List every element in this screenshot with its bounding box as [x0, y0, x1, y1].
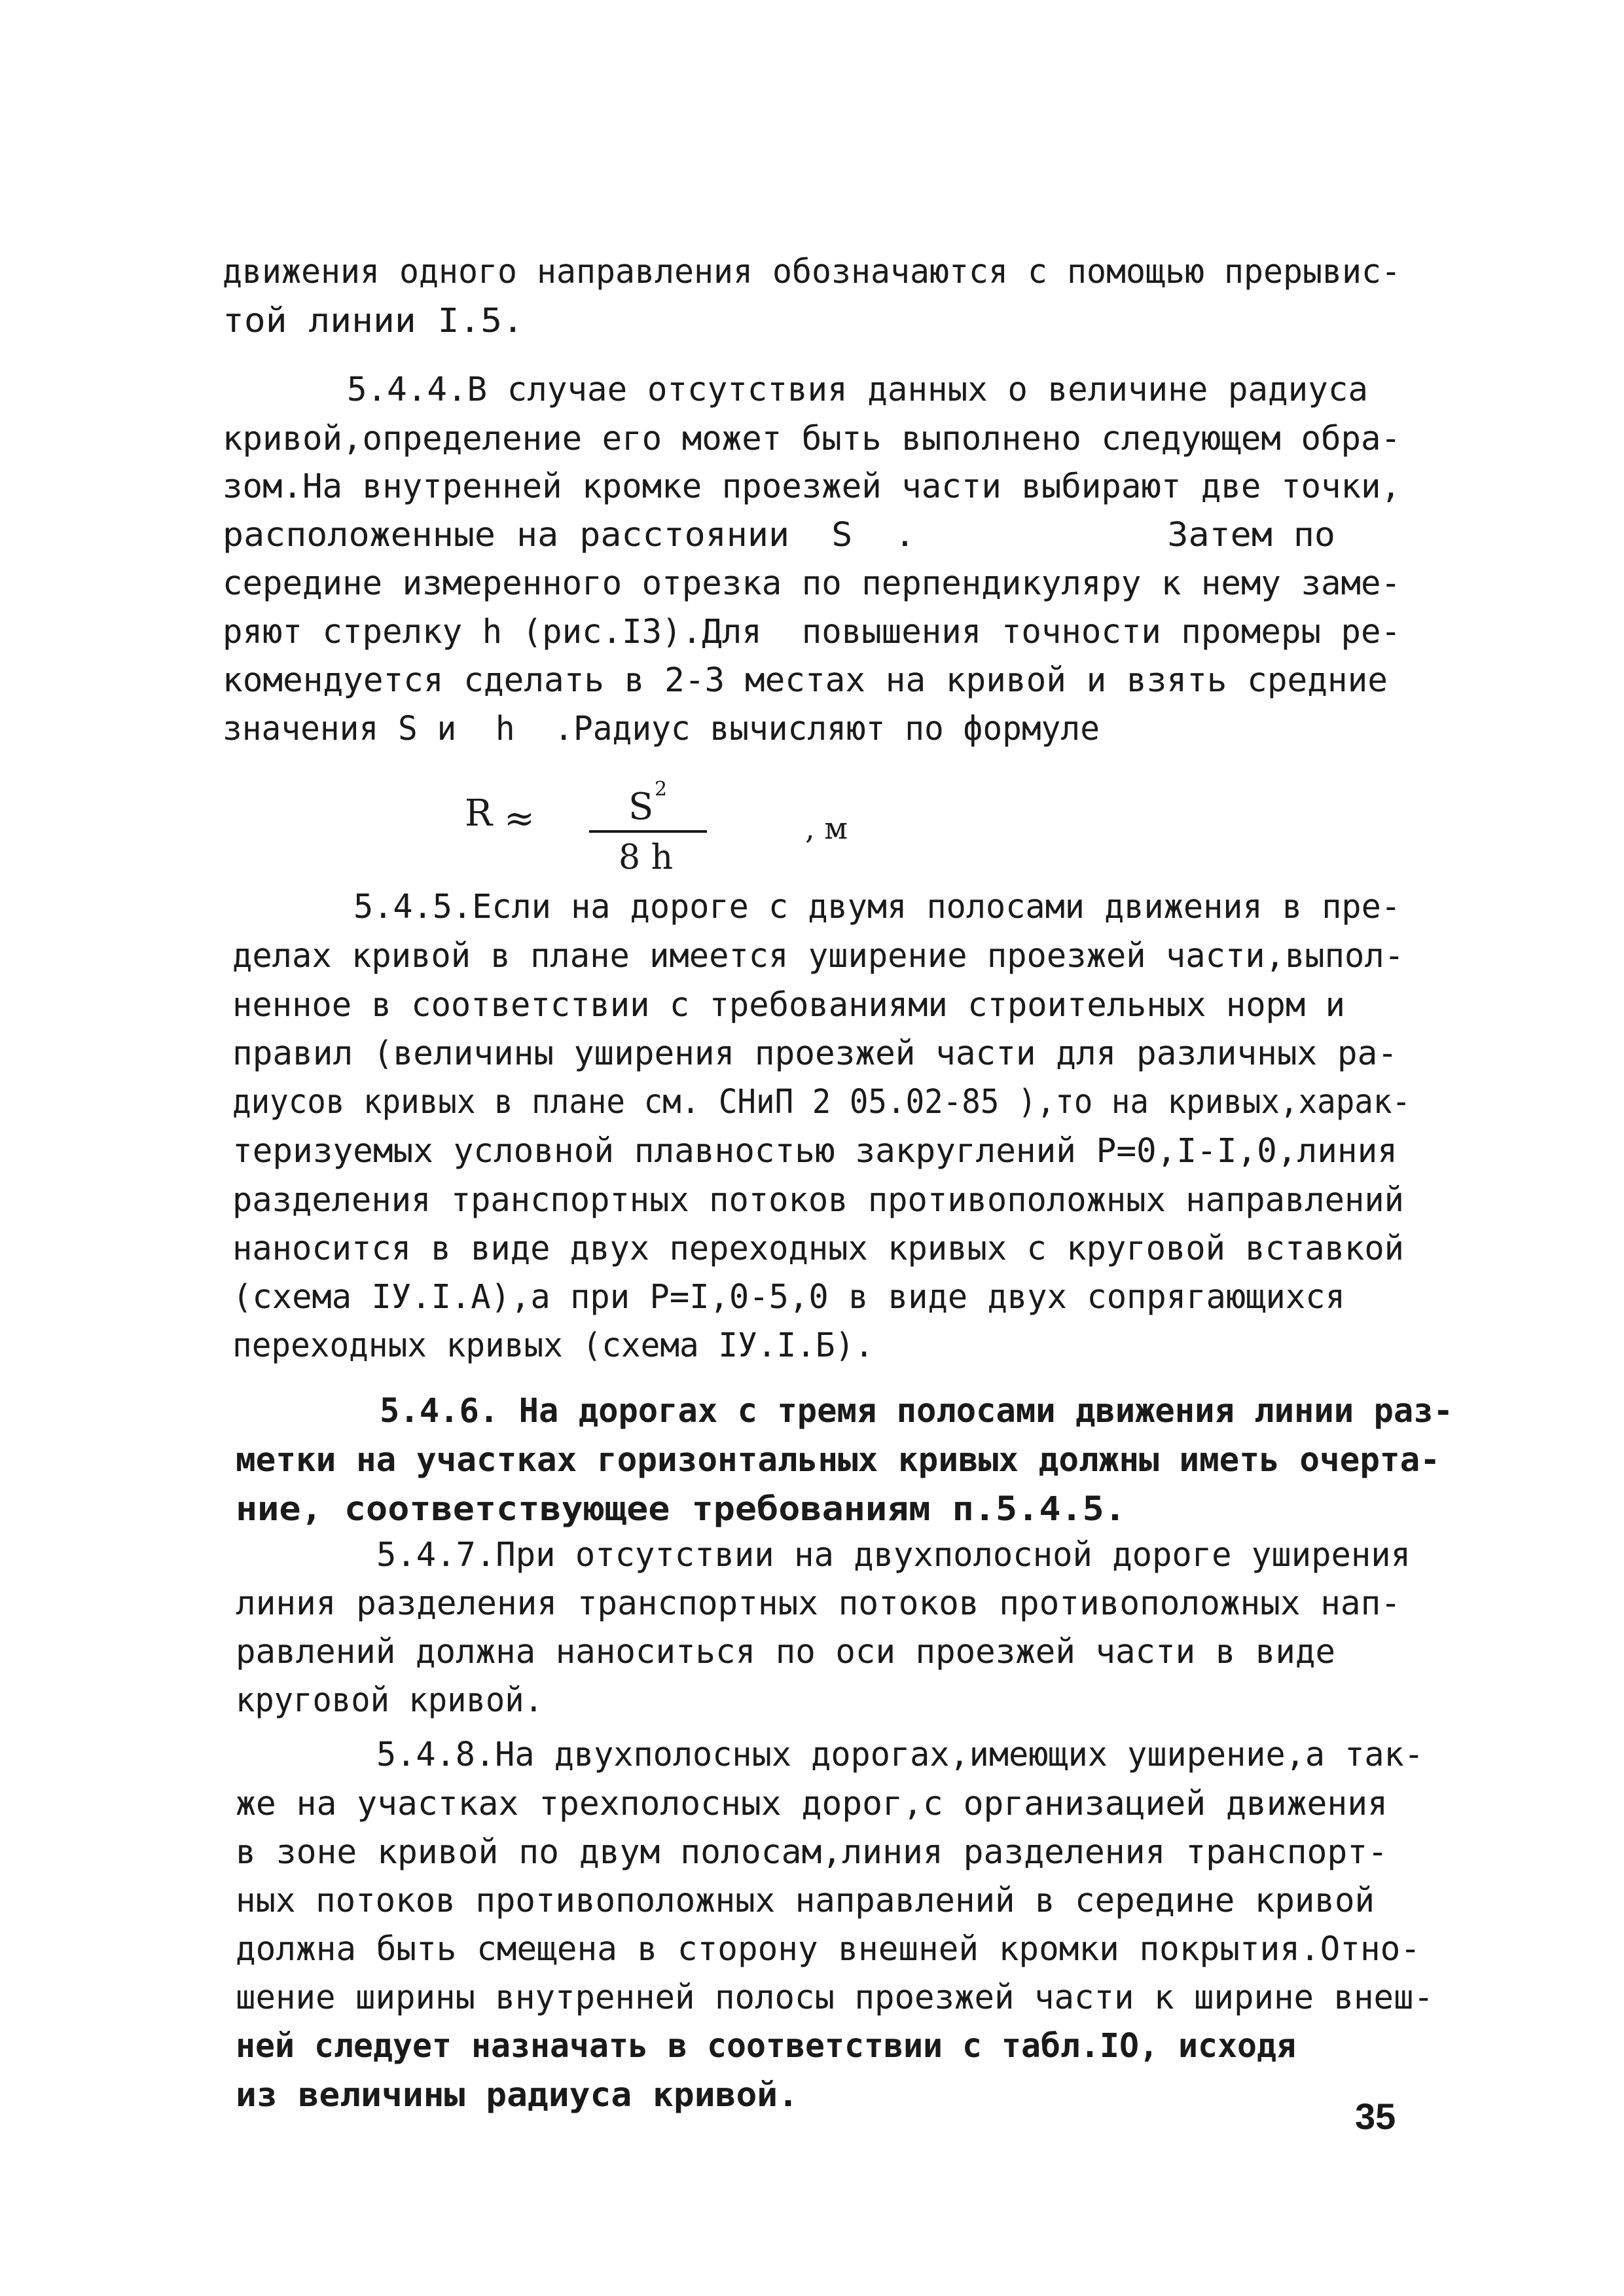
text-line: той линии I.5. — [223, 302, 524, 340]
page-number: 35 — [1355, 2096, 1396, 2137]
text-line: движения одного направления обозначаются с помощью прерывис- — [223, 253, 1401, 291]
formula-approx: ≈ — [504, 797, 535, 840]
text-line: ние, соответствующее требованиям п.5.4.5. — [236, 1490, 1127, 1529]
fraction-bar — [589, 830, 707, 833]
text-line: линия разделения транспортных потоков противоположных нап- — [236, 1584, 1401, 1623]
formula-unit: , м — [805, 811, 848, 846]
text-line: в зоне кривой по двум полосам,линия разделения транспорт- — [236, 1833, 1388, 1872]
text-line: переходных кривых (схема IУ.I.Б). — [232, 1326, 874, 1365]
text-line: комендуется сделать в 2-3 местах на кривой и взять средние — [223, 661, 1388, 700]
text-line: ряют стрелку h (рис.I3).Для повышения точности промеры ре- — [223, 613, 1401, 651]
text-line: 5.4.4.В случае отсутствия данных о величине радиуса — [347, 371, 1368, 409]
text-line: метки на участках горизонтальных кривых должны иметь очерта- — [236, 1441, 1440, 1480]
text-line: теризуемых условной плавностью закруглений Р=0,I-I,0,линия — [232, 1132, 1398, 1171]
formula-lhs: R — [465, 792, 493, 835]
text-line: середине измеренного отрезка по перпендикуляру к нему заме- — [223, 564, 1401, 603]
text-line: ней следует назначать в соответствии с табл.IO, исходя — [236, 2027, 1296, 2066]
text-line: 5.4.5.Если на дороге с двумя полосами движения в пре- — [353, 888, 1401, 926]
text-line: равлений должна наноситься по оси проезжей части в виде — [236, 1633, 1335, 1671]
text-line: шение ширины внутренней полосы проезжей части к ширине внеш- — [236, 1978, 1434, 2017]
text-line: делах кривой в плане имеется уширение проезжей части,выпол- — [232, 937, 1404, 975]
text-line: 5.4.7.При отсутствии на двухполосной дороге уширения — [376, 1536, 1411, 1575]
text-line: диусов кривых в плане см. СНиП 2 05.02-85 ),то на кривых,харак- — [232, 1083, 1411, 1121]
text-line: расположенные на расстоянии S . Затем по — [223, 516, 1335, 555]
text-line: должна быть смещена в сторону внешней кромки покрытия.Отно- — [236, 1930, 1420, 1969]
text-line: же на участках трехполосных дорог,с организацией движения — [236, 1785, 1388, 1823]
text-line: правил (величины уширения проезжей части для различных ра- — [232, 1034, 1398, 1073]
radius-formula — [458, 779, 916, 877]
formula-exponent: 2 — [655, 778, 668, 801]
text-line: 5.4.6. На дорогах с тремя полосами движения линии раз- — [380, 1392, 1453, 1430]
text-line: 5.4.8.На двухполосных дорогах,имеющих уширение,а так- — [376, 1736, 1424, 1774]
text-line: разделения транспортных потоков противоположных направлений — [232, 1181, 1404, 1220]
text-line: значения S и h .Радиус вычисляют по формуле — [223, 710, 1100, 748]
text-line: из величины радиуса кривой. — [236, 2076, 799, 2115]
text-line: круговой кривой. — [236, 1681, 543, 1720]
text-line: ных потоков противоположных направлений в середине кривой — [236, 1882, 1375, 1920]
text-line: зом.На внутренней кромке проезжей части выбирают две точки, — [223, 467, 1401, 506]
text-line: ненное в соответствии с требованиями строительных норм и — [232, 986, 1345, 1025]
formula-numerator: S — [628, 786, 654, 828]
text-line: кривой,определение его может быть выполнено следующем обра- — [223, 420, 1401, 458]
text-line: (схема IУ.I.А),а при Р=I,0-5,0 в виде двух сопрягающихся — [232, 1278, 1345, 1317]
text-line: наносится в виде двух переходных кривых с круговой вставкой — [232, 1230, 1404, 1268]
formula-denominator: 8 h — [619, 838, 674, 877]
